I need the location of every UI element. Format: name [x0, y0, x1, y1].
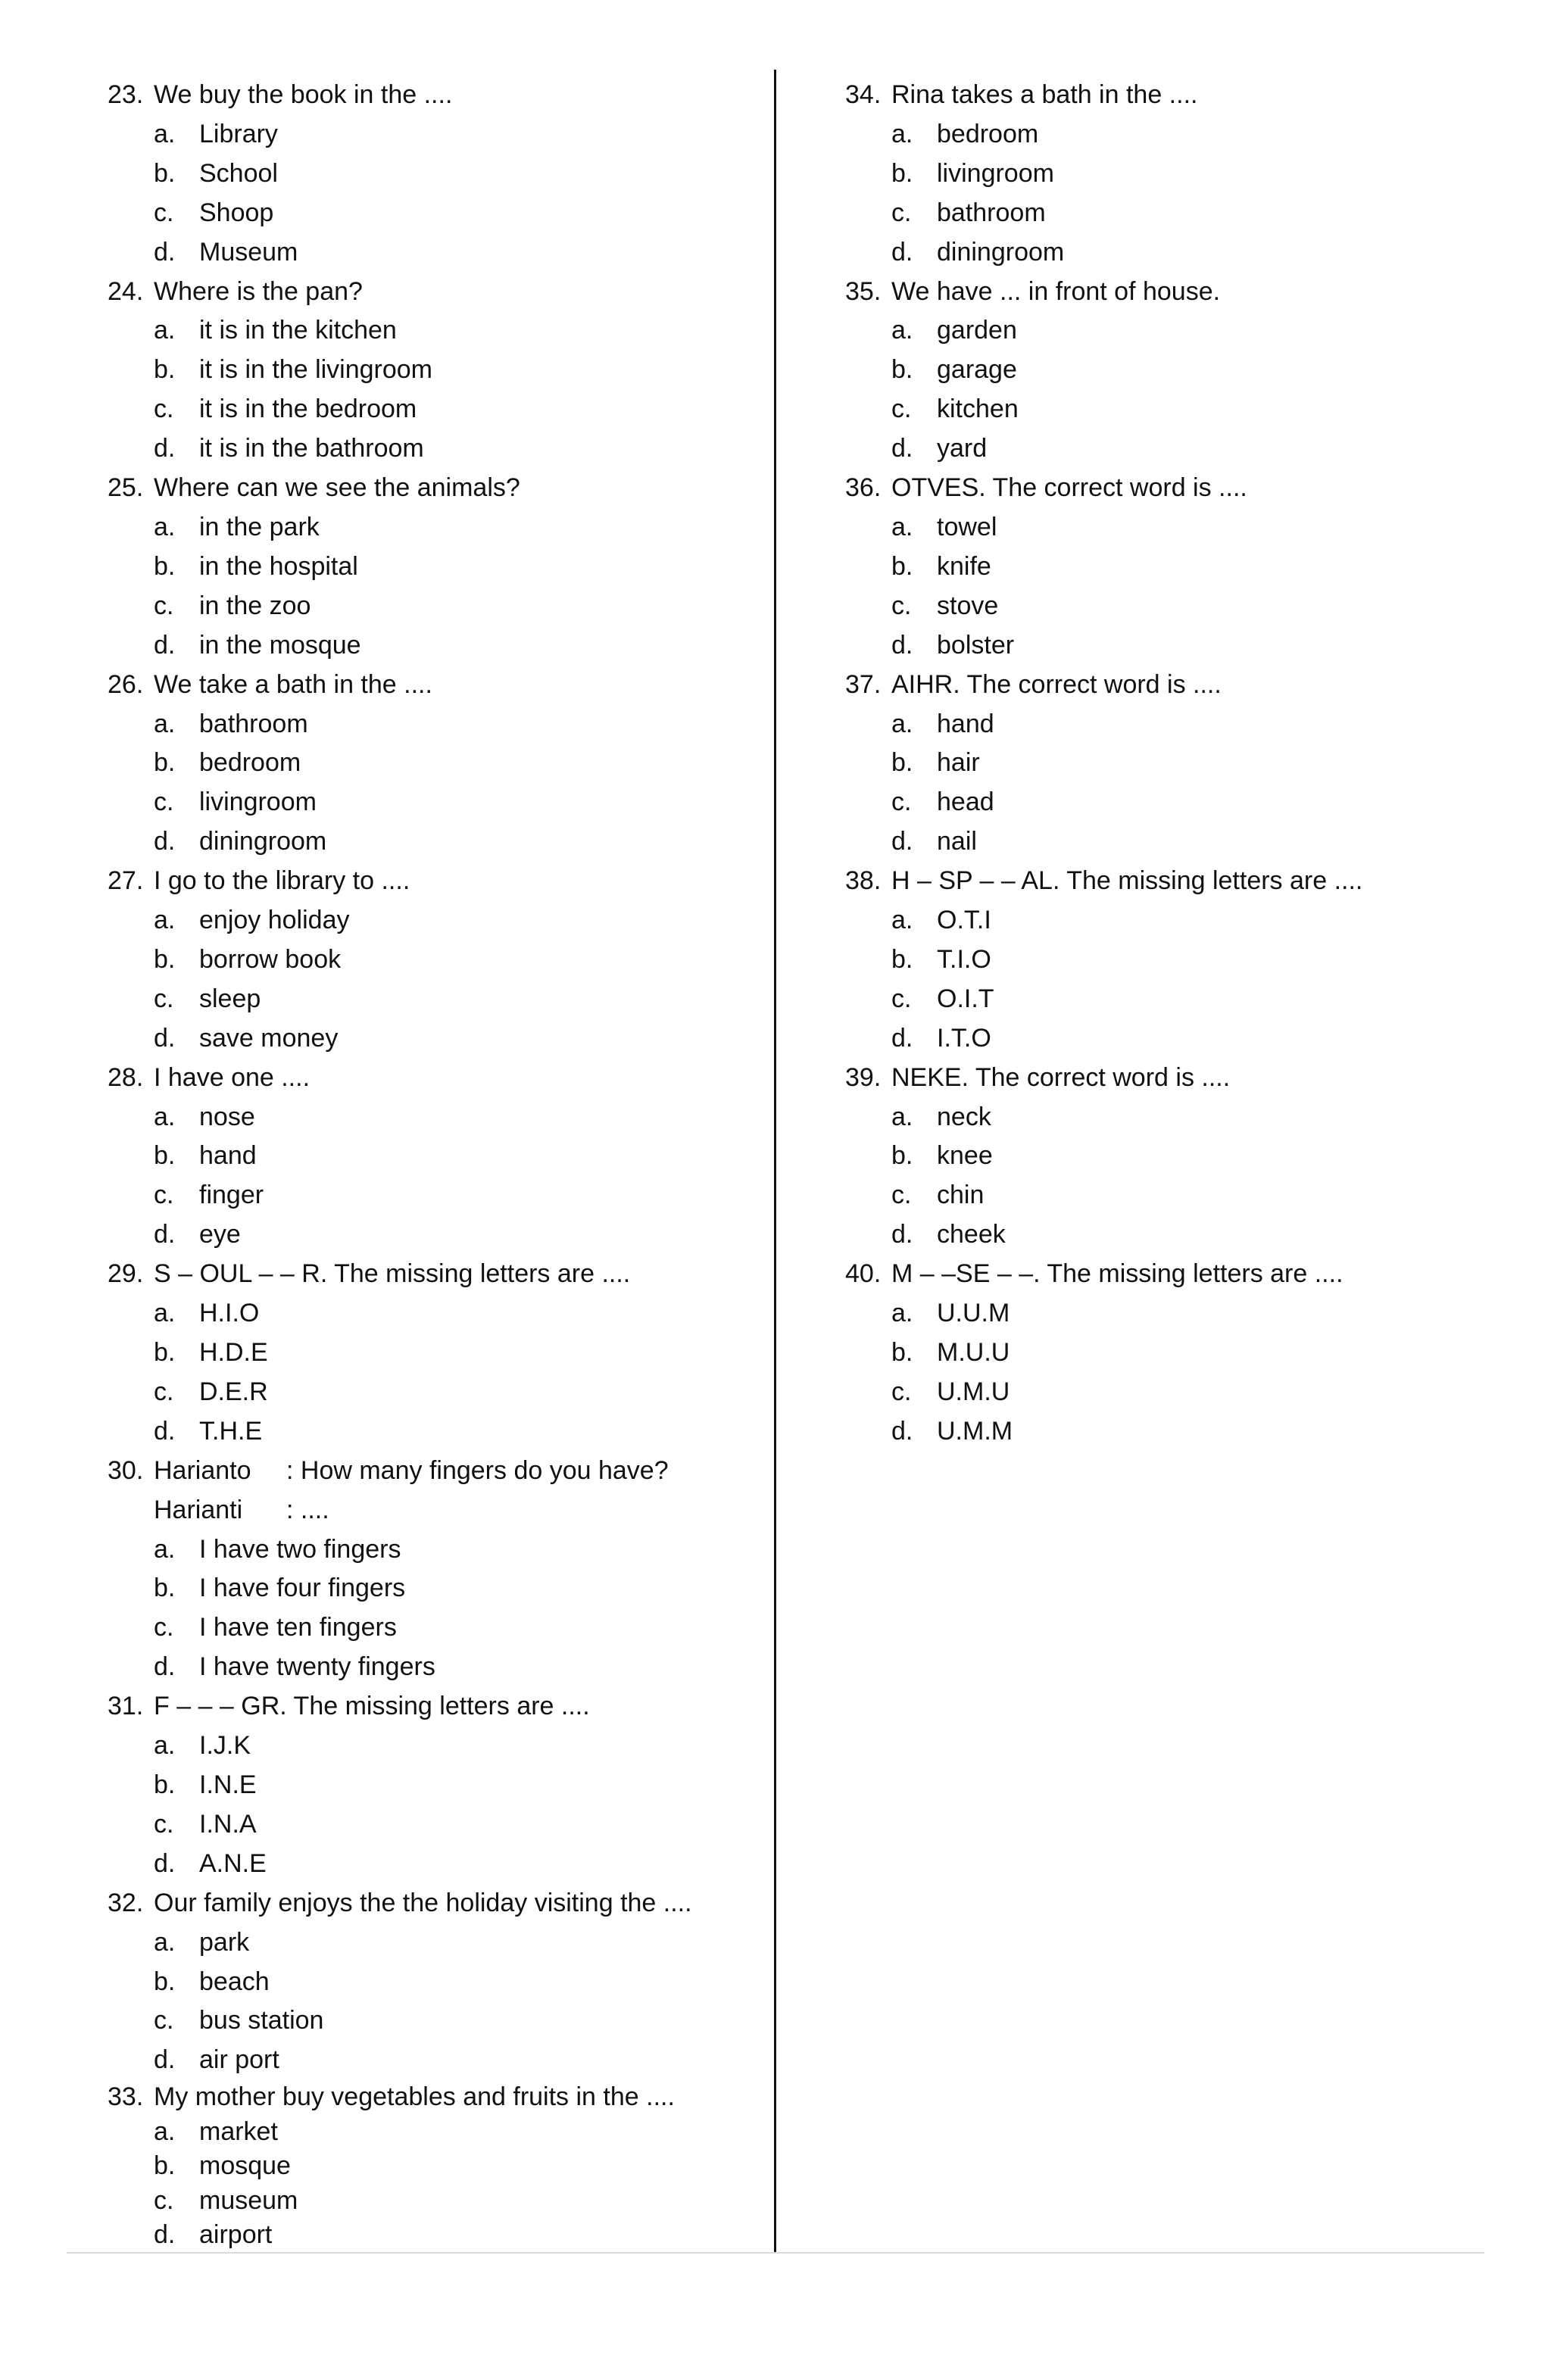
answer-option [108, 115, 774, 154]
option-text: Museum [199, 237, 298, 267]
option-text: I.N.E [199, 1770, 257, 1799]
option-text: borrow book [199, 944, 342, 974]
question-item [845, 76, 1496, 273]
option-letter: c. [154, 1377, 174, 1406]
option-text: beach [199, 1967, 270, 1996]
answer-option [108, 1648, 774, 1687]
option-letter: a. [154, 906, 176, 935]
option-text: market [199, 2116, 278, 2146]
option-letter: b. [891, 355, 913, 385]
question-text: Where is the pan? [154, 276, 363, 306]
option-text: it is in the bathroom [199, 434, 424, 463]
option-text: hand [199, 1141, 257, 1171]
option-letter: b. [154, 748, 176, 778]
question-text: I have one .... [154, 1062, 311, 1092]
question-text: NEKE. The correct word is .... [891, 1062, 1231, 1092]
option-text: T.H.E [199, 1416, 263, 1446]
option-letter: c. [154, 2006, 174, 2035]
option-letter: a. [154, 1299, 176, 1328]
option-letter: d. [891, 237, 913, 267]
question-stem [108, 2080, 774, 2115]
option-text: yard [937, 434, 988, 463]
question-number: 32. [108, 1888, 144, 1917]
question-text: S – OUL – – R. The missing letters are .... [154, 1259, 631, 1289]
question-text: AIHR. The correct word is .... [891, 669, 1222, 699]
option-text: I have twenty fingers [199, 1652, 435, 1682]
question-stem [108, 666, 774, 705]
answer-option [108, 1845, 774, 1884]
option-letter: b. [154, 1141, 176, 1171]
option-letter: c. [891, 1377, 912, 1406]
question-item [108, 666, 774, 862]
option-letter: d. [891, 1023, 913, 1053]
option-letter: d. [154, 630, 176, 660]
answer-option [108, 1333, 774, 1373]
option-letter: d. [891, 434, 913, 463]
question-stem [845, 1059, 1496, 1098]
question-text: F – – – GR. The missing letters are .... [154, 1692, 590, 1721]
option-text: School [199, 158, 278, 188]
question-item [845, 862, 1496, 1059]
answer-option [108, 390, 774, 429]
option-text: nose [199, 1102, 255, 1131]
question-item [108, 1452, 774, 1687]
option-letter: d. [154, 1848, 176, 1878]
option-letter: c. [154, 395, 174, 424]
option-text: H.D.E [199, 1338, 268, 1367]
answer-option [845, 1019, 1496, 1059]
option-letter: b. [154, 1770, 176, 1799]
option-text: in the hospital [199, 551, 358, 581]
option-text: in the zoo [199, 591, 311, 620]
question-stem [108, 273, 774, 312]
option-text: I.T.O [937, 1023, 991, 1053]
option-text: sleep [199, 984, 261, 1013]
question-stem [108, 1884, 774, 1923]
option-text: enjoy holiday [199, 906, 350, 935]
answer-option [845, 1098, 1496, 1137]
question-stem [108, 469, 774, 508]
answer-option [845, 351, 1496, 390]
question-stem [108, 1687, 774, 1727]
answer-option [845, 1412, 1496, 1452]
option-letter: b. [891, 748, 913, 778]
option-letter: b. [154, 1967, 176, 1996]
dialogue-row [108, 1491, 774, 1530]
option-text: bedroom [937, 119, 1039, 148]
answer-option [845, 940, 1496, 980]
question-item [108, 76, 774, 273]
question-number: 34. [845, 80, 882, 109]
option-letter: d. [891, 630, 913, 660]
question-text: H – SP – – AL. The missing letters are .... [891, 866, 1363, 896]
option-text: park [199, 1927, 250, 1957]
option-letter: a. [154, 1927, 176, 1957]
answer-option [845, 233, 1496, 273]
answer-option [108, 2184, 774, 2219]
question-text: Where can we see the animals? [154, 473, 520, 503]
option-letter: c. [154, 1181, 174, 1210]
answer-option [108, 311, 774, 351]
question-item [108, 1059, 774, 1256]
question-stem [845, 76, 1496, 115]
answer-option [108, 744, 774, 783]
answer-option [845, 508, 1496, 547]
question-text: My mother buy vegetables and fruits in the .... [154, 2082, 675, 2112]
question-item [108, 469, 774, 666]
answer-option [845, 822, 1496, 862]
answer-option [845, 429, 1496, 469]
question-item [845, 1255, 1496, 1452]
dialogue-speaker: Harianti [154, 1495, 243, 1524]
answer-option [108, 1766, 774, 1805]
option-text: it is in the bedroom [199, 395, 417, 424]
option-text: I have two fingers [199, 1534, 401, 1564]
option-letter: a. [154, 316, 176, 345]
question-text: We take a bath in the .... [154, 669, 432, 699]
answer-option [108, 2115, 774, 2150]
answer-option [845, 1137, 1496, 1176]
option-letter: b. [891, 1141, 913, 1171]
option-letter: a. [891, 1102, 913, 1131]
answer-option [845, 783, 1496, 822]
question-text: Rina takes a bath in the .... [891, 80, 1198, 109]
question-number: 37. [845, 669, 882, 699]
answer-option [108, 351, 774, 390]
option-letter: b. [154, 551, 176, 581]
option-text: bedroom [199, 748, 301, 778]
answer-option [845, 744, 1496, 783]
dialogue-speaker: Harianto [154, 1455, 251, 1485]
answer-option [845, 1333, 1496, 1373]
option-letter: a. [891, 512, 913, 541]
question-text: OTVES. The correct word is .... [891, 473, 1247, 503]
option-letter: a. [154, 119, 176, 148]
answer-option [108, 822, 774, 862]
option-letter: d. [891, 1416, 913, 1446]
option-text: towel [937, 512, 997, 541]
option-letter: b. [891, 1338, 913, 1367]
option-text: in the park [199, 512, 320, 541]
answer-option [108, 508, 774, 547]
option-letter: c. [891, 788, 912, 817]
question-item [108, 273, 774, 469]
answer-option [108, 233, 774, 273]
answer-option [108, 1727, 774, 1766]
option-text: livingroom [199, 788, 317, 817]
question-stem [845, 273, 1496, 312]
option-text: I.J.K [199, 1731, 251, 1761]
answer-option [845, 1294, 1496, 1333]
option-text: eye [199, 1220, 241, 1249]
option-text: Library [199, 119, 278, 148]
answer-option [108, 1215, 774, 1255]
answer-option [108, 1373, 774, 1412]
option-text: finger [199, 1181, 264, 1210]
left-column [108, 76, 774, 2253]
option-text: bolster [937, 630, 1015, 660]
option-text: museum [199, 2185, 298, 2215]
answer-option [108, 783, 774, 822]
answer-option [845, 901, 1496, 940]
option-letter: b. [154, 2151, 176, 2181]
option-letter: a. [891, 119, 913, 148]
question-item [845, 1059, 1496, 1256]
option-text: I.N.A [199, 1809, 257, 1839]
option-letter: a. [154, 1534, 176, 1564]
option-text: stove [937, 591, 999, 620]
option-letter: a. [154, 709, 176, 738]
option-text: diningroom [937, 237, 1065, 267]
option-text: garden [937, 316, 1017, 345]
option-letter: d. [154, 2045, 176, 2075]
answer-option [108, 1294, 774, 1333]
option-letter: c. [154, 591, 174, 620]
option-letter: c. [891, 984, 912, 1013]
option-text: I have four fingers [199, 1574, 406, 1603]
answer-option [845, 587, 1496, 626]
option-letter: d. [891, 1220, 913, 1249]
option-letter: c. [154, 984, 174, 1013]
answer-option [108, 1805, 774, 1845]
option-letter: b. [154, 1338, 176, 1367]
question-item [108, 1687, 774, 1884]
answer-option [845, 194, 1496, 233]
question-item [845, 469, 1496, 666]
question-stem [845, 1255, 1496, 1294]
option-letter: a. [154, 1102, 176, 1131]
answer-option [108, 2149, 774, 2184]
question-item [845, 273, 1496, 469]
option-text: O.I.T [937, 984, 994, 1013]
question-stem [108, 1255, 774, 1294]
option-letter: b. [154, 158, 176, 188]
answer-option [108, 1923, 774, 1963]
option-text: bathroom [937, 198, 1046, 227]
question-item [845, 666, 1496, 862]
option-letter: a. [891, 709, 913, 738]
option-letter: b. [154, 355, 176, 385]
answer-option [108, 1176, 774, 1215]
option-text: bathroom [199, 709, 308, 738]
option-text: livingroom [937, 158, 1054, 188]
option-letter: b. [891, 944, 913, 974]
answer-option [108, 1608, 774, 1648]
option-letter: a. [154, 512, 176, 541]
option-text: diningroom [199, 827, 327, 856]
option-text: hair [937, 748, 980, 778]
option-text: it is in the livingroom [199, 355, 433, 385]
question-number: 30. [108, 1455, 144, 1485]
option-text: air port [199, 2045, 279, 2075]
option-text: it is in the kitchen [199, 316, 397, 345]
option-text: U.U.M [937, 1299, 1010, 1328]
question-number: 29. [108, 1259, 144, 1289]
option-letter: b. [891, 158, 913, 188]
option-text: neck [937, 1102, 991, 1131]
answer-option [845, 705, 1496, 744]
option-text: cheek [937, 1220, 1006, 1249]
question-text: We have ... in front of house. [891, 276, 1221, 306]
answer-option [845, 115, 1496, 154]
question-item [108, 862, 774, 1059]
answer-option [108, 194, 774, 233]
question-item [108, 1884, 774, 2081]
answer-option [845, 980, 1496, 1019]
option-letter: a. [891, 316, 913, 345]
question-number: 38. [845, 866, 882, 896]
answer-option [845, 1176, 1496, 1215]
answer-option [108, 2001, 774, 2041]
option-letter: c. [154, 788, 174, 817]
question-stem [845, 469, 1496, 508]
option-text: knee [937, 1141, 993, 1171]
answer-option [108, 429, 774, 469]
option-letter: a. [891, 906, 913, 935]
option-text: save money [199, 1023, 339, 1053]
question-stem [108, 1452, 774, 1491]
option-text: chin [937, 1181, 985, 1210]
answer-option [108, 980, 774, 1019]
answer-option [108, 1963, 774, 2002]
question-number: 33. [108, 2082, 144, 2112]
answer-option [845, 154, 1496, 194]
option-letter: a. [154, 1731, 176, 1761]
option-text: in the mosque [199, 630, 361, 660]
option-letter: c. [891, 395, 912, 424]
option-letter: b. [154, 944, 176, 974]
question-item [108, 1255, 774, 1452]
option-text: A.N.E [199, 1848, 267, 1878]
option-text: T.I.O [937, 944, 991, 974]
option-text: U.M.M [937, 1416, 1013, 1446]
option-letter: a. [891, 1299, 913, 1328]
question-number: 39. [845, 1062, 882, 1092]
option-text: nail [937, 827, 977, 856]
answer-option [108, 2218, 774, 2253]
answer-option [845, 547, 1496, 587]
option-text: knife [937, 551, 991, 581]
question-stem [108, 1059, 774, 1098]
option-text: airport [199, 2220, 273, 2250]
question-text: We buy the book in the .... [154, 80, 453, 109]
answer-option [108, 1098, 774, 1137]
option-text: M.U.U [937, 1338, 1010, 1367]
option-text: O.T.I [937, 906, 991, 935]
option-text: bus station [199, 2006, 324, 2035]
answer-option [108, 1137, 774, 1176]
answer-option [845, 390, 1496, 429]
option-letter: c. [154, 198, 174, 227]
question-number: 36. [845, 473, 882, 503]
question-number: 27. [108, 866, 144, 896]
option-text: hand [937, 709, 994, 738]
option-letter: c. [154, 1809, 174, 1839]
answer-option [108, 940, 774, 980]
answer-option [108, 587, 774, 626]
answer-option [845, 1373, 1496, 1412]
answer-option [845, 311, 1496, 351]
question-number: 40. [845, 1259, 882, 1289]
right-column [845, 76, 1496, 1452]
option-text: head [937, 788, 994, 817]
option-text: Shoop [199, 198, 274, 227]
question-number: 24. [108, 276, 144, 306]
question-stem [108, 862, 774, 901]
option-text: mosque [199, 2151, 291, 2181]
answer-option [108, 626, 774, 666]
option-letter: d. [154, 827, 176, 856]
option-letter: d. [154, 237, 176, 267]
question-stem [845, 666, 1496, 705]
option-text: D.E.R [199, 1377, 268, 1406]
option-letter: d. [154, 1652, 176, 1682]
option-letter: c. [891, 198, 912, 227]
question-stem [845, 862, 1496, 901]
option-text: H.I.O [199, 1299, 260, 1328]
answer-option [108, 1412, 774, 1452]
question-text: I go to the library to .... [154, 866, 410, 896]
question-number: 25. [108, 473, 144, 503]
question-item [108, 2080, 774, 2253]
option-letter: d. [891, 827, 913, 856]
answer-option [108, 547, 774, 587]
option-letter: a. [154, 2116, 176, 2146]
question-number: 23. [108, 80, 144, 109]
answer-option [108, 1530, 774, 1570]
dialogue-line: : How many fingers do you have? [286, 1455, 669, 1485]
option-letter: d. [154, 1220, 176, 1249]
option-letter: c. [154, 1613, 174, 1642]
option-text: garage [937, 355, 1017, 385]
question-number: 35. [845, 276, 882, 306]
option-letter: c. [891, 1181, 912, 1210]
question-stem [108, 76, 774, 115]
question-number: 31. [108, 1692, 144, 1721]
answer-option [108, 1019, 774, 1059]
question-text: Our family enjoys the the holiday visiting the .... [154, 1888, 692, 1917]
option-letter: b. [891, 551, 913, 581]
answer-option [845, 1215, 1496, 1255]
option-letter: d. [154, 1023, 176, 1053]
answer-option [108, 154, 774, 194]
question-text: M – –SE – –. The missing letters are .... [891, 1259, 1343, 1289]
question-number: 28. [108, 1062, 144, 1092]
option-letter: d. [154, 434, 176, 463]
option-letter: b. [154, 1574, 176, 1603]
dialogue-line: : .... [286, 1495, 329, 1524]
option-text: kitchen [937, 395, 1019, 424]
option-letter: d. [154, 1416, 176, 1446]
option-letter: c. [154, 2185, 174, 2215]
answer-option [845, 626, 1496, 666]
option-text: U.M.U [937, 1377, 1010, 1406]
question-number: 26. [108, 669, 144, 699]
answer-option [108, 901, 774, 940]
answer-option [108, 2041, 774, 2080]
column-divider [774, 70, 776, 2252]
answer-option [108, 1569, 774, 1608]
option-letter: d. [154, 2220, 176, 2250]
option-letter: c. [891, 591, 912, 620]
option-text: I have ten fingers [199, 1613, 397, 1642]
answer-option [108, 705, 774, 744]
